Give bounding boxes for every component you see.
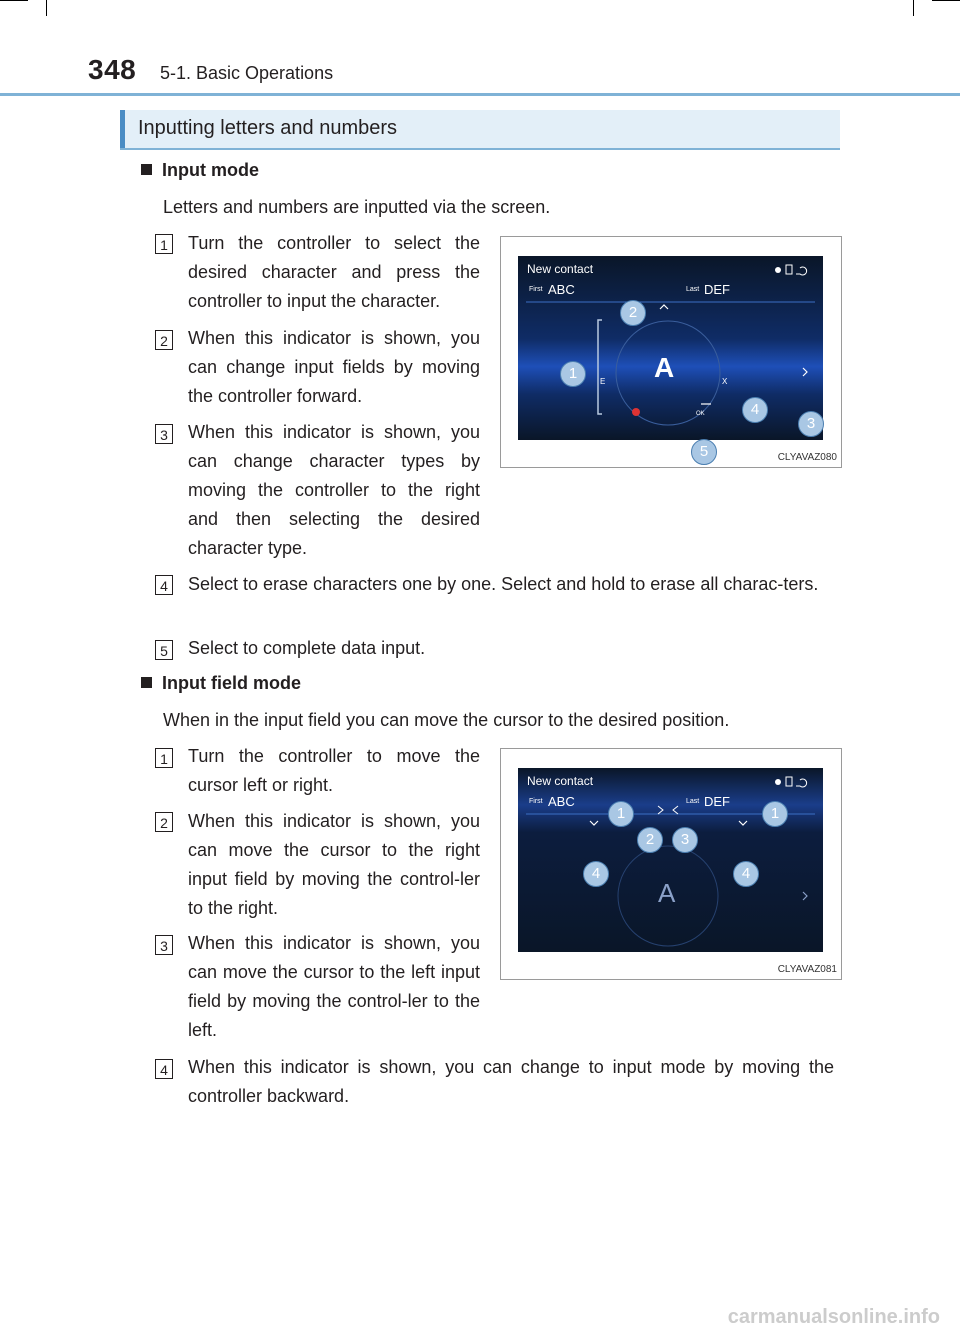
ok-label: OK xyxy=(696,411,705,417)
header-rule xyxy=(0,93,960,96)
page-number: 348 xyxy=(88,54,137,85)
callout-5: 5 xyxy=(691,439,717,465)
input-mode-intro: Letters and numbers are inputted via the screen. xyxy=(163,197,551,217)
crop-mark xyxy=(0,0,28,1)
input-field-step-2: When this indicator is shown, you can move the cursor to the right input field by moving the control-ler to the right. xyxy=(188,811,480,918)
step-badge: 2 xyxy=(155,812,173,832)
input-field-mode-heading xyxy=(141,673,301,694)
display-screen xyxy=(518,256,823,440)
input-mode-step-4: Select to erase characters one by one. Select and hold to erase all charac-ters. xyxy=(188,574,819,594)
input-mode-figure xyxy=(500,236,842,468)
section-label: 5-1. Basic Operations xyxy=(160,63,334,83)
square-bullet-icon xyxy=(141,677,152,688)
last-field-label: Last xyxy=(686,286,700,293)
input-mode-step-2: When this indicator is shown, you can change input fields by moving the controller forward. xyxy=(188,328,480,406)
figure-caption: CLYAVAZ080 xyxy=(777,452,837,463)
selected-character: A xyxy=(658,878,676,908)
callout-1: 1 xyxy=(560,361,586,387)
input-mode-heading-text: Input mode xyxy=(162,160,259,180)
step-badge: 2 xyxy=(155,330,173,350)
screen-title: New contact xyxy=(527,774,594,788)
step-badge: 3 xyxy=(155,424,173,444)
input-mode-step-5: Select to complete data input. xyxy=(188,638,426,658)
square-bullet-icon xyxy=(141,164,152,175)
first-field-value: ABC xyxy=(548,282,575,297)
first-field-value: ABC xyxy=(548,794,575,809)
step-badge: 4 xyxy=(155,575,173,595)
input-mode-step-1: Turn the controller to select the desired character and press the controller to input the character. xyxy=(188,233,480,311)
callout-4: 4 xyxy=(742,397,768,423)
callout-2: 2 xyxy=(620,300,646,326)
last-field-value: DEF xyxy=(704,794,730,809)
input-field-mode-heading-text: Input field mode xyxy=(162,673,301,693)
section-accent xyxy=(120,110,125,148)
callout-4-right: 4 xyxy=(733,861,759,887)
step-badge: 1 xyxy=(155,748,173,768)
input-field-step-3: When this indicator is shown, you can move the cursor to the left input field by moving the control-ler to the left. xyxy=(188,933,480,1040)
callout-2: 2 xyxy=(637,827,663,853)
step-badge: 4 xyxy=(155,1059,173,1079)
screen-letters-left: E xyxy=(600,377,606,386)
input-mode-step-3: When this indicator is shown, you can change character types by moving the controller to the right and then selecting the desired character type. xyxy=(188,422,480,558)
screen-letters-right: X xyxy=(722,377,728,386)
section-title: Inputting letters and numbers xyxy=(138,117,398,139)
callout-3: 3 xyxy=(798,411,824,437)
input-mode-heading xyxy=(141,160,259,181)
step-badge: 1 xyxy=(155,234,173,254)
last-field-label: Last xyxy=(686,798,700,805)
section-title-bar xyxy=(120,110,840,150)
first-field-label: First xyxy=(529,286,543,293)
input-field-mode-figure xyxy=(500,748,842,980)
step-badge: 3 xyxy=(155,935,173,955)
display-screen xyxy=(518,768,823,952)
figure-caption: CLYAVAZ081 xyxy=(777,964,837,975)
crop-mark xyxy=(46,0,47,16)
callout-4-left: 4 xyxy=(583,861,609,887)
first-field-label: First xyxy=(529,798,543,805)
input-field-step-4: When this indicator is shown, you can change to input mode by moving the controller backward. xyxy=(188,1057,834,1106)
callout-3: 3 xyxy=(672,827,698,853)
selected-character: A xyxy=(654,352,675,383)
callout-1-right: 1 xyxy=(762,801,788,827)
callout-1-left: 1 xyxy=(608,801,634,827)
crop-mark xyxy=(932,0,960,1)
input-field-mode-intro: When in the input field you can move the cursor to the desired position. xyxy=(163,710,730,730)
crop-mark xyxy=(913,0,914,16)
screen-title: New contact xyxy=(527,262,594,276)
input-field-step-1: Turn the controller to move the cursor left or right. xyxy=(188,746,480,795)
step-badge: 5 xyxy=(155,640,173,660)
last-field-value: DEF xyxy=(704,282,730,297)
watermark: carmanualsonline.info xyxy=(727,1306,940,1328)
